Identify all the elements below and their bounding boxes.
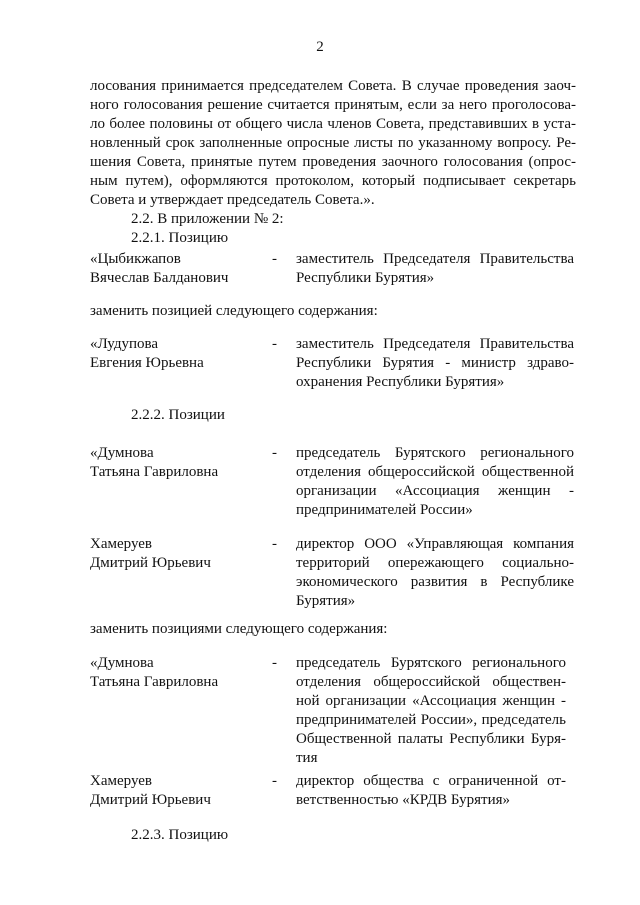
person-name: Татьяна Гавриловна	[90, 464, 219, 480]
person-name: «Думнова	[90, 445, 154, 461]
instruction-text: заменить позициями следующего содержания:	[90, 621, 388, 637]
person-role: Общественной палаты Республики Буря-	[296, 731, 566, 747]
intro-line: ло более половины от общего числа членов Совета, представивших в уста-	[90, 116, 576, 132]
person-name: «Думнова	[90, 655, 154, 671]
person-role: предпринимателей России»	[296, 502, 473, 518]
person-name: Татьяна Гавриловна	[90, 674, 219, 690]
page-number: 2	[316, 39, 324, 55]
instruction-text: заменить позицией следующего содержания:	[90, 303, 378, 319]
section-heading: 2.2.3. Позицию	[131, 827, 229, 843]
intro-line: новленный срок заполненные опросные листы по указанному вопросу. Ре-	[90, 135, 576, 151]
dash-separator: -	[272, 445, 277, 461]
person-name: «Лудупова	[90, 336, 159, 352]
intro-line: ного голосования решение считается принятым, если за него проголосова-	[90, 97, 576, 113]
person-name: Вячеслав Балданович	[90, 270, 229, 286]
person-role: экономического развития в Республике	[296, 574, 574, 590]
intro-line: шения Совета, принятые путем проведения заочного голосования (опрос-	[90, 154, 576, 170]
intro-line: ным путем), оформляются протоколом, который подписывает секретарь	[90, 173, 576, 189]
person-role: председатель Бурятского регионального	[296, 655, 566, 671]
person-name: Хамеруев	[90, 773, 152, 789]
person-role: отделения общероссийской общественной	[296, 464, 574, 480]
dash-separator: -	[272, 536, 277, 552]
person-name: Хамеруев	[90, 536, 152, 552]
person-role: ной организации «Ассоциация женщин -	[296, 693, 566, 709]
person-name: Дмитрий Юрьевич	[90, 555, 211, 571]
person-role: директор общества с ограниченной от-	[296, 773, 566, 789]
person-role: охранения Республики Бурятия»	[296, 374, 505, 390]
person-role: председатель Бурятского регионального	[296, 445, 574, 461]
person-role: территорий опережающего социально-	[296, 555, 574, 571]
person-role: отделения общероссийской обществен-	[296, 674, 566, 690]
person-role: тия	[296, 750, 318, 766]
person-role: предпринимателей России», председатель	[296, 712, 566, 728]
section-heading: 2.2.2. Позиции	[131, 407, 225, 423]
person-name: «Цыбикжапов	[90, 251, 181, 267]
person-name: Дмитрий Юрьевич	[90, 792, 211, 808]
section-heading: 2.2. В приложении № 2:	[131, 211, 284, 227]
person-role: заместитель Председателя Правительства	[296, 336, 574, 352]
dash-separator: -	[272, 251, 277, 267]
person-role: Республики Бурятия - министр здраво-	[296, 355, 574, 371]
intro-line: Совета и утверждает председатель Совета.».	[90, 192, 375, 208]
person-name: Евгения Юрьевна	[90, 355, 204, 371]
dash-separator: -	[272, 773, 277, 789]
person-role: заместитель Председателя Правительства	[296, 251, 574, 267]
person-role: Республики Бурятия»	[296, 270, 435, 286]
person-role: директор ООО «Управляющая компания	[296, 536, 574, 552]
dash-separator: -	[272, 655, 277, 671]
person-role: ветственностью «КРДВ Бурятия»	[296, 792, 511, 808]
section-heading: 2.2.1. Позицию	[131, 230, 229, 246]
intro-line: лосования принимается председателем Совета. В случае проведения заоч-	[90, 78, 576, 94]
dash-separator: -	[272, 336, 277, 352]
person-role: Бурятия»	[296, 593, 356, 609]
person-role: организации «Ассоциация женщин -	[296, 483, 574, 499]
